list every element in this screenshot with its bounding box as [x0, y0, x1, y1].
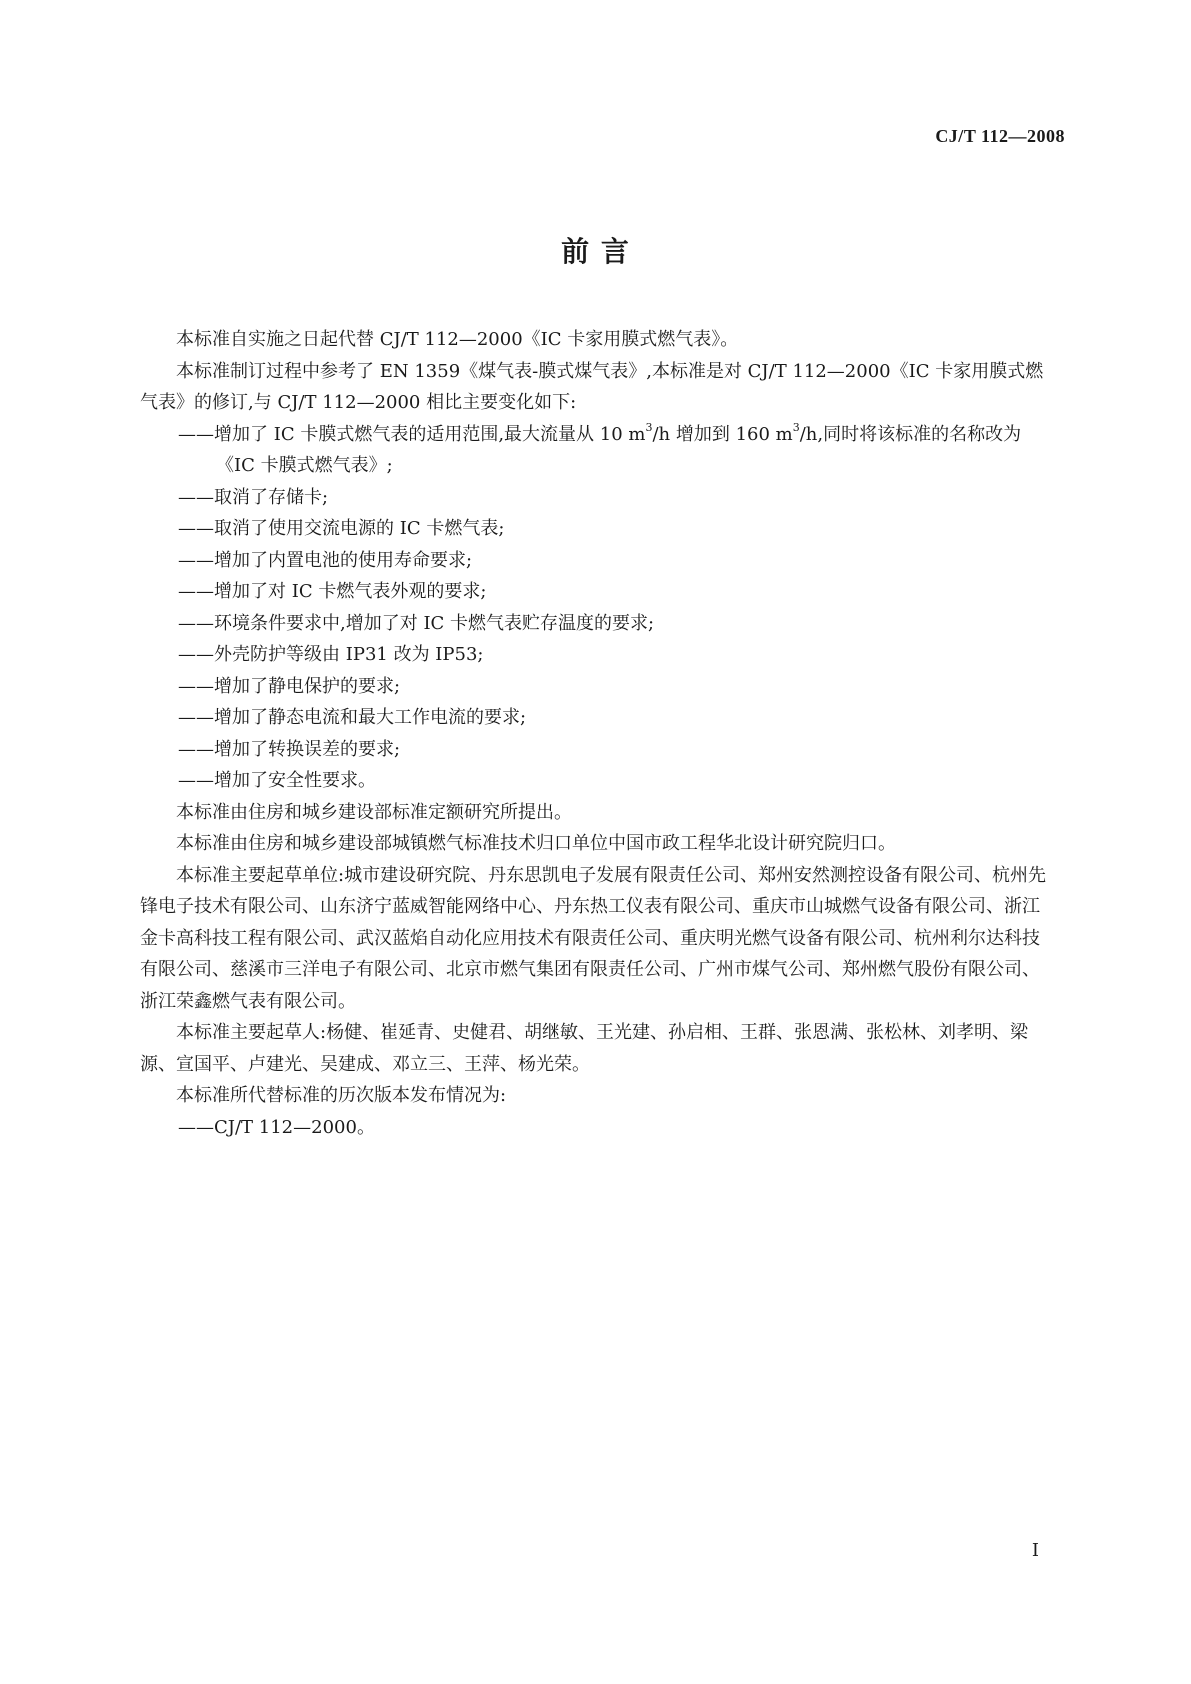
- paragraph-replacement: 本标准自实施之日起代替 CJ/T 112—2000《IC 卡家用膜式燃气表》。: [176, 329, 739, 350]
- change-item: ——增加了安全性要求。: [178, 770, 376, 791]
- page-title: 前 言: [561, 235, 630, 268]
- change-item-text: /h,同时将该标准的名称改为《IC 卡膜式燃气表》;: [216, 423, 1022, 476]
- change-item: ——取消了存储卡;: [178, 486, 329, 508]
- paragraph-revision-summary: 本标准制订过程中参考了 EN 1359《煤气表-膜式煤气表》,本标准是对 CJ/T 112—2000《IC 卡家用膜式燃气表》的修订,与 CJ/T 112—2000 相比主要变化如下:: [140, 360, 1044, 413]
- change-item: ——增加了转换误差的要求;: [178, 738, 401, 760]
- previous-version-item: ——CJ/T 112—2000。: [178, 1116, 375, 1138]
- superscript: 3: [792, 420, 800, 434]
- paragraph-drafters: 本标准主要起草人:杨健、崔延青、史健君、胡继敏、王光建、孙启相、王群、张恩满、张松林、刘孝明、梁源、宣国平、卢建光、吴建成、邓立三、王萍、杨光荣。: [140, 1022, 1029, 1075]
- change-item: ——增加了对 IC 卡燃气表外观的要求;: [178, 581, 487, 602]
- foreword-body: [140, 324, 1055, 1143]
- paragraph-centralized-unit: 本标准由住房和城乡建设部城镇燃气标准技术归口单位中国市政工程华北设计研究院归口。: [176, 833, 896, 854]
- change-item: ——增加了内置电池的使用寿命要求;: [178, 549, 473, 571]
- change-item-text: /h 增加到 160 m: [652, 423, 793, 445]
- change-item: ——取消了使用交流电源的 IC 卡燃气表;: [178, 518, 505, 539]
- change-item-text: ——增加了 IC 卡膜式燃气表的适用范围,最大流量从 10 m: [178, 423, 646, 445]
- paragraph-drafting-units: 本标准主要起草单位:城市建设研究院、丹东思凯电子发展有限责任公司、郑州安然测控设备有限公司、杭州先锋电子技术有限公司、山东济宁蓝威智能网络中心、丹东热工仪表有限公司、重庆市山城燃气设备有限公司、浙江金卡高科技工程有限公司、武汉蓝焰自动化应用技术有限责任公司、重庆明光燃气设备有限公司、杭州利尔达科技有限公司、慈溪市三洋电子有限公司、北京市燃气集团有限责任公司、广州市煤气公司、郑州燃气股份有限公司、浙江荣鑫燃气表有限公司。: [140, 864, 1047, 1012]
- change-item: [140, 419, 1055, 482]
- page-number: I: [1031, 1540, 1039, 1561]
- change-item: ——环境条件要求中,增加了对 IC 卡燃气表贮存温度的要求;: [178, 612, 655, 634]
- change-item: ——外壳防护等级由 IP31 改为 IP53;: [178, 644, 484, 665]
- change-item: ——增加了静电保护的要求;: [178, 675, 401, 697]
- superscript: 3: [645, 420, 653, 434]
- change-item: ——增加了静态电流和最大工作电流的要求;: [178, 707, 527, 728]
- standard-code: CJ/T 112—2008: [935, 126, 1065, 146]
- paragraph-previous-versions: 本标准所代替标准的历次版本发布情况为:: [176, 1085, 507, 1106]
- paragraph-proposer: 本标准由住房和城乡建设部标准定额研究所提出。: [176, 801, 572, 823]
